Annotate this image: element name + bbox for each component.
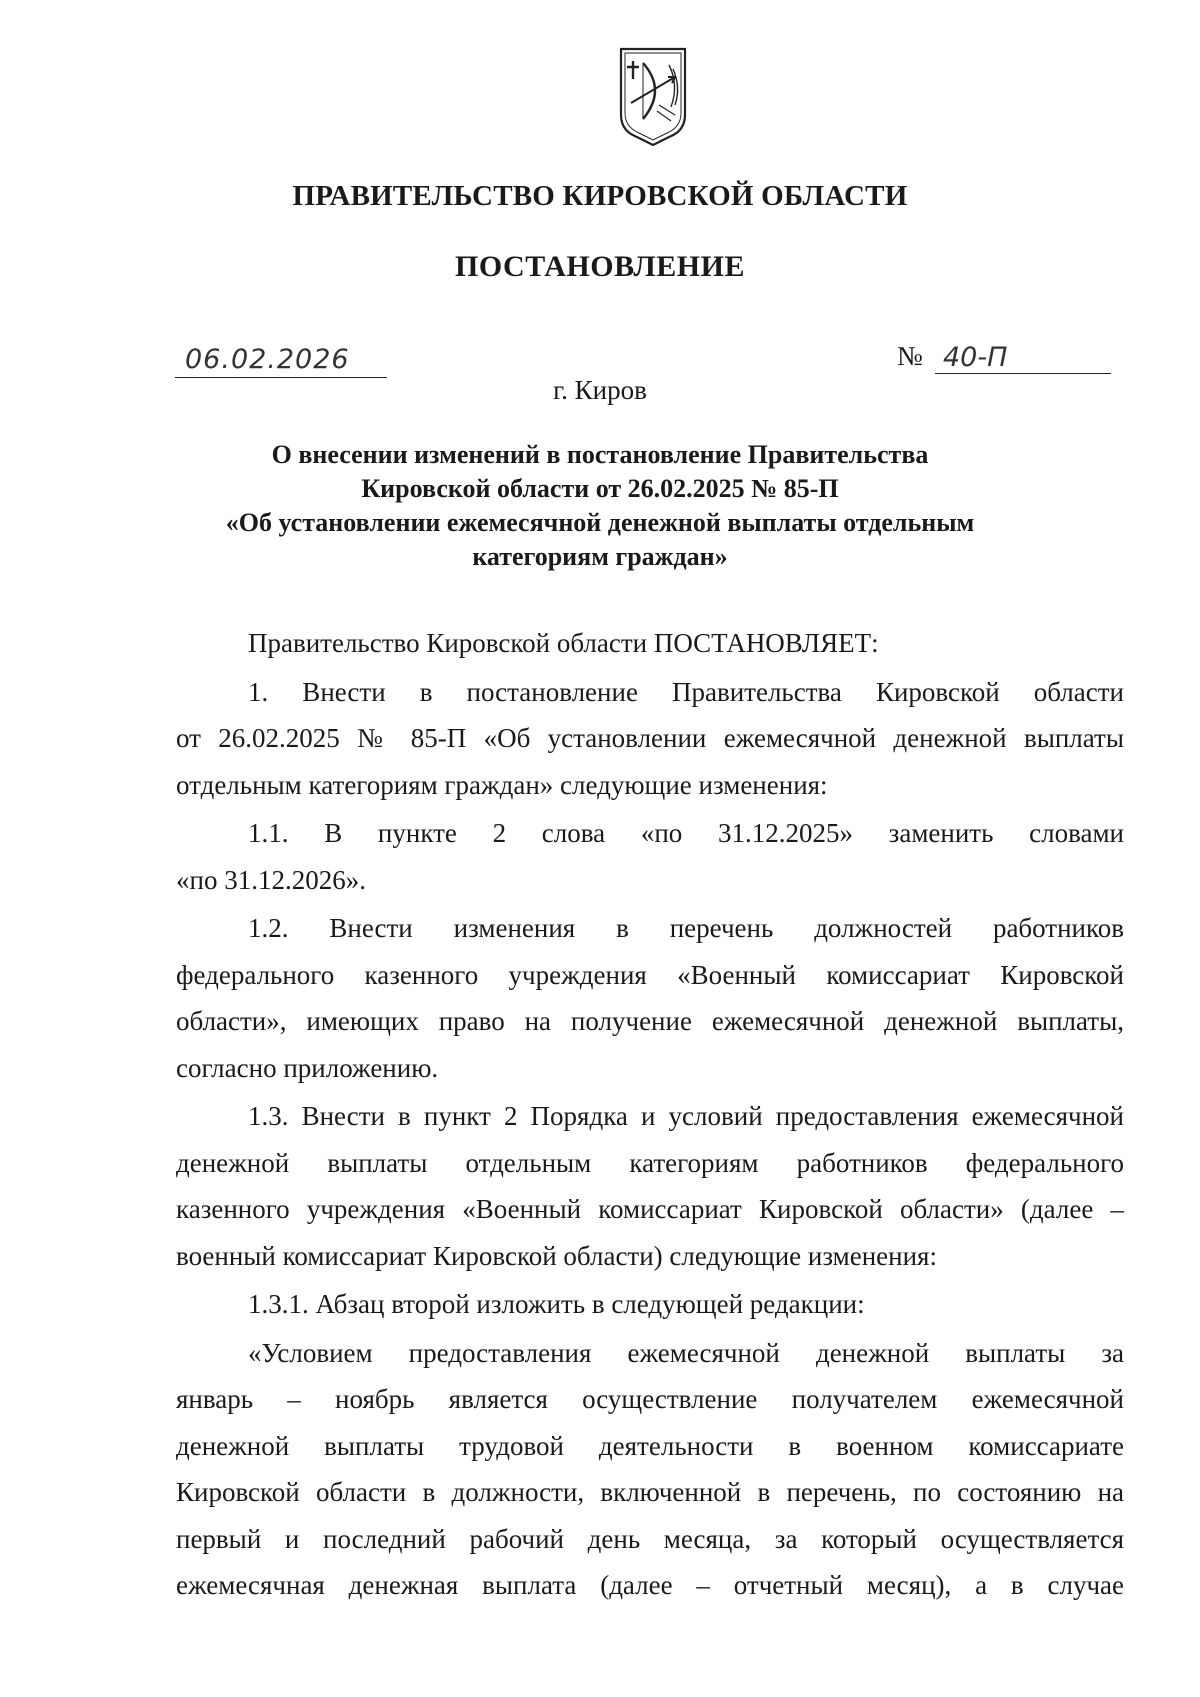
document-number-field	[897, 338, 1112, 378]
text-line: 1.3. Внести в пункт 2 Порядка и условий предоставления ежемесячной	[248, 1101, 1124, 1131]
text-line: 1.1. В пункте 2 слова «по 31.12.2025» заменить словами	[248, 818, 1124, 848]
document-date-field	[175, 341, 387, 378]
paragraph-quote	[176, 1330, 1124, 1609]
text-line: Правительство Кировской области ПОСТАНОВЛЯЕТ:	[248, 628, 879, 658]
paragraph-1-3	[176, 1093, 1124, 1279]
text-line: 1. Внести в постановление Правительства Кировской области	[248, 676, 1124, 707]
text-line: Кировской области в должности, включенной в перечень, по состоянию на	[176, 1477, 1124, 1507]
paragraph-1-2	[176, 905, 1124, 1091]
text-line: «по 31.12.2026».	[176, 864, 366, 895]
organization-title: ПРАВИТЕЛЬСТВО КИРОВСКОЙ ОБЛАСТИ	[292, 180, 908, 212]
document-number: 40-П	[943, 342, 1008, 373]
text-line: отдельным категориям граждан» следующие изменения:	[176, 769, 828, 800]
paragraph-1-1	[176, 810, 1124, 903]
paragraph-1	[176, 669, 1124, 809]
text-line: согласно приложению.	[176, 1052, 439, 1083]
text-line: казенного учреждения «Военный комиссариат Кировской области» (далее –	[176, 1194, 1124, 1224]
city: г. Киров	[553, 375, 647, 405]
subject-line: О внесении изменений в постановление Правительства	[271, 440, 929, 469]
text-line: ежемесячная денежная выплата (далее – отчетный месяц), а в случае	[176, 1570, 1124, 1600]
subject-line: Кировской области от 26.02.2025 № 85-П	[361, 474, 839, 503]
text-line: «Условием предоставления ежемесячной денежной выплаты за	[248, 1337, 1124, 1368]
paragraph-preamble	[176, 620, 1124, 667]
number-underline	[935, 337, 1111, 374]
text-line: январь – ноябрь является осуществление получателем ежемесячной	[176, 1384, 1124, 1414]
text-line: области», имеющих право на получение ежемесячной денежной выплаты,	[176, 1006, 1124, 1036]
document-date: 06.02.2026	[185, 344, 350, 375]
text-line: федерального казенного учреждения «Военный комиссариат Кировской	[176, 959, 1124, 990]
document-body	[176, 620, 1124, 1609]
paragraph-1-3-1	[176, 1281, 1124, 1328]
subject-line: «Об установлении ежемесячной денежной выплаты отдельным	[225, 508, 975, 537]
text-line: военный комиссариат Кировской области) следующие изменения:	[176, 1240, 937, 1271]
number-sign: №	[897, 341, 923, 371]
text-line: денежной выплаты отдельным категориям работников федерального	[176, 1147, 1124, 1178]
document-type: ПОСТАНОВЛЕНИЕ	[455, 250, 745, 283]
subject-line: категориям граждан»	[472, 542, 728, 571]
text-line: денежной выплаты трудовой деятельности в военном комиссариате	[176, 1430, 1124, 1461]
text-line: от 26.02.2025 № 85-П «Об установлении ежемесячной денежной выплаты	[176, 723, 1124, 753]
document-subject	[180, 438, 1020, 574]
coat-of-arms-icon	[613, 45, 693, 150]
text-line: 1.2. Внести изменения в перечень должностей работников	[248, 913, 1124, 943]
text-line: первый и последний рабочий день месяца, за который осуществляется	[176, 1523, 1124, 1554]
text-line: 1.3.1. Абзац второй изложить в следующей редакции:	[248, 1289, 865, 1319]
